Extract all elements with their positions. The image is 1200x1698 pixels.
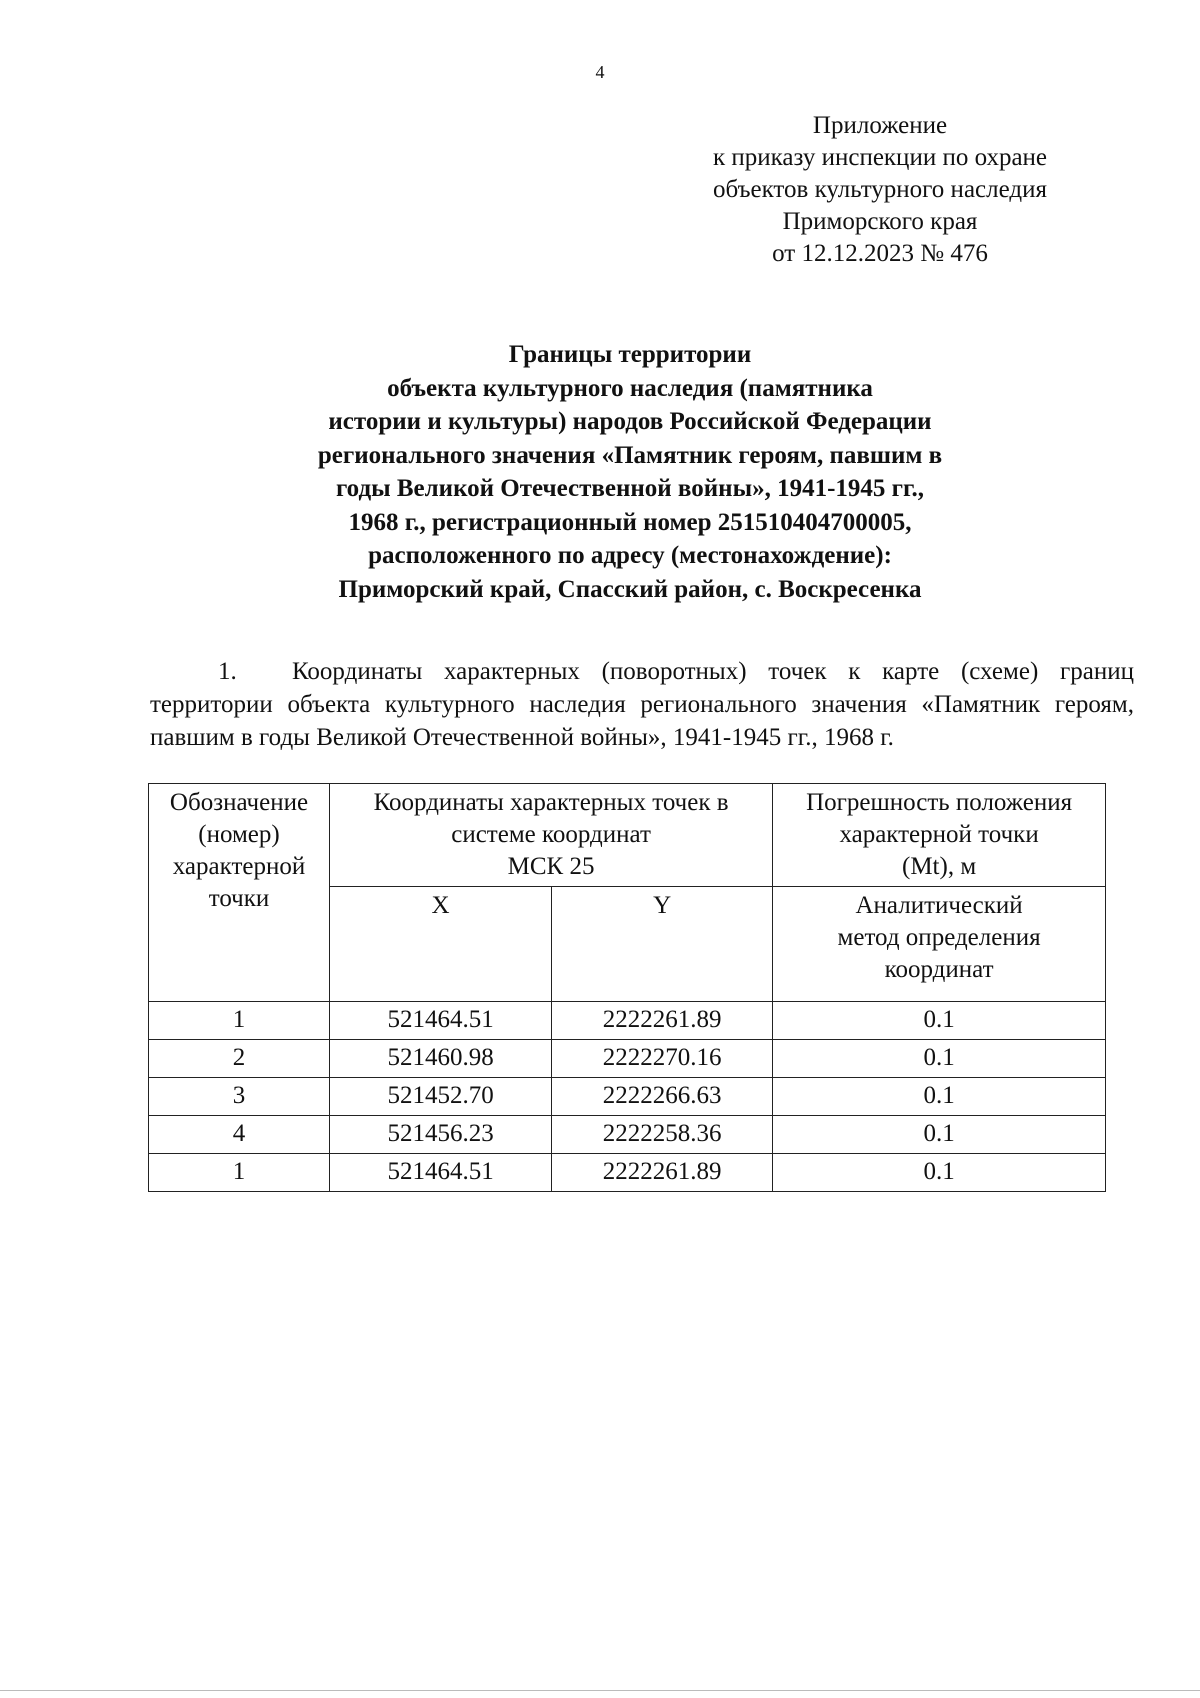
- cell-mt: 0.1: [773, 1002, 1106, 1040]
- appendix-line: Приморского края: [782, 208, 978, 235]
- cell-x: 521464.51: [330, 1002, 552, 1040]
- header-text: метод определения: [837, 924, 1041, 951]
- cell-y: 2222261.89: [552, 1002, 773, 1040]
- cell-y: 2222258.36: [552, 1116, 773, 1154]
- title-line: расположенного по адресу (местонахождение):: [368, 542, 892, 569]
- cell-x: 521464.51: [330, 1154, 552, 1192]
- page-number: 4: [595, 62, 605, 82]
- cell-mt: 0.1: [773, 1078, 1106, 1116]
- header-text: МСК 25: [507, 853, 595, 880]
- appendix-block: [680, 110, 1080, 270]
- table-row: [149, 1040, 1106, 1078]
- cell-mt: 0.1: [773, 1040, 1106, 1078]
- header-text: точки: [208, 885, 270, 912]
- header-text: Обозначение: [169, 789, 309, 816]
- cell-y: 2222261.89: [552, 1154, 773, 1192]
- header-text: характерной: [172, 853, 306, 880]
- cell-point: 1: [149, 1154, 330, 1192]
- title-line: Границы территории: [508, 341, 752, 368]
- cell-point: 3: [149, 1078, 330, 1116]
- header-text: Аналитический: [855, 892, 1023, 919]
- title-line: 1968 г., регистрационный номер 251510404700005,: [348, 508, 912, 536]
- cell-x: 521452.70: [330, 1078, 552, 1116]
- title-line: годы Великой Отечественной войны», 1941-1945 гг.,: [335, 475, 925, 502]
- header-text: Погрешность положения: [806, 789, 1073, 816]
- title-line: истории и культуры) народов Российской Федерации: [328, 408, 932, 435]
- document-title: [150, 338, 1110, 606]
- header-text: системе координат: [451, 821, 651, 848]
- title-line: регионального значения «Памятник героям, павшим в: [317, 441, 943, 469]
- header-method: [773, 887, 1106, 1002]
- header-text: характерной точки: [839, 821, 1039, 848]
- header-text: координат: [884, 956, 994, 983]
- cell-x: 521456.23: [330, 1116, 552, 1154]
- cell-x: 521460.98: [330, 1040, 552, 1078]
- table-row: [149, 1002, 1106, 1040]
- cell-point: 4: [149, 1116, 330, 1154]
- table-row: [149, 1116, 1106, 1154]
- title-line: Приморский край, Спасский район, с. Воскресенка: [338, 575, 922, 603]
- header-text: (номер): [198, 821, 280, 848]
- cell-y: 2222266.63: [552, 1078, 773, 1116]
- paragraph-number: 1.: [218, 658, 237, 685]
- scan-edge-divider: [0, 1690, 1200, 1691]
- appendix-line: объектов культурного наследия: [713, 176, 1047, 203]
- table-row: [149, 1078, 1106, 1116]
- cell-point: 2: [149, 1040, 330, 1078]
- paragraph-text: Координаты характерных (поворотных) точек к карте (схеме) границ территории объекта культурного наследия регионального значения «Памятник героям, павшим в годы Великой Отечественной войны», 1941-1945 гг., 1968 г.: [150, 658, 1134, 751]
- cell-y: 2222270.16: [552, 1040, 773, 1078]
- header-coordinates: [330, 784, 773, 887]
- coordinates-table: [148, 783, 1106, 1192]
- header-x: X: [330, 887, 552, 1002]
- table-row: [149, 1154, 1106, 1192]
- table-header-row: [149, 784, 1106, 887]
- cell-mt: 0.1: [773, 1116, 1106, 1154]
- cell-point: 1: [149, 1002, 330, 1040]
- title-line: объекта культурного наследия (памятника: [387, 374, 873, 402]
- header-text: (Mt), м: [902, 853, 977, 880]
- header-accuracy: [773, 784, 1106, 887]
- appendix-line: к приказу инспекции по охране: [712, 144, 1048, 171]
- header-y: Y: [552, 887, 773, 1002]
- header-designation: [149, 784, 330, 1002]
- cell-mt: 0.1: [773, 1154, 1106, 1192]
- appendix-line: от 12.12.2023 № 476: [772, 240, 988, 267]
- appendix-line: Приложение: [812, 112, 948, 139]
- header-text: Координаты характерных точек в: [373, 789, 729, 816]
- section-paragraph: [150, 655, 1134, 754]
